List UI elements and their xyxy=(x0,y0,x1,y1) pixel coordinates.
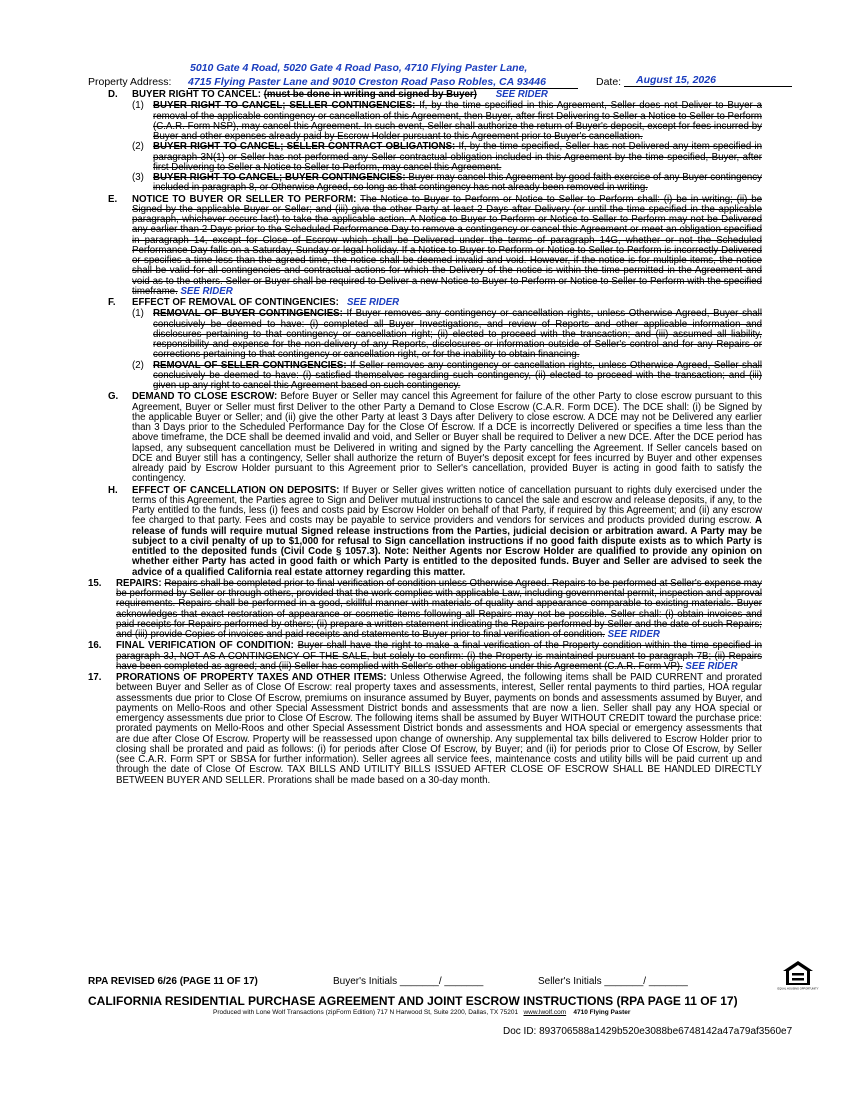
subsection-text: Buyer may cancel this Agreement by good faith exercise of any Buyer contingency included in paragraph 8, or Otherwise Agreed, so long as that contingency has not already been removed in writing. xyxy=(153,172,762,194)
see-rider: SEE RIDER xyxy=(180,285,233,297)
subsection-f2 xyxy=(132,361,762,392)
paragraph-15 xyxy=(88,579,762,641)
date-label: Date: xyxy=(596,76,622,88)
produced-by-text: Produced with Lone Wolf Transactions (zipForm Edition) 717 N Harwood St, Suite 2200, Dallas, TX 75201 xyxy=(213,1009,519,1016)
section-label: D. xyxy=(108,89,118,100)
section-text: If Buyer or Seller gives written notice of cancellation pursuant to rights duly exercised under the terms of this Agreement, the Parties agree to Sign and Deliver mutual instructions to cancel the sale and escrow and release deposits, if any, to the Party entitled to the funds, less (i) fees and costs paid by Escrow Holder on behalf of that Party, if required by this Agreement; and (ii) any escrow fee charged to that party. Fees and costs may be payable to service providers and vendors for services and products provided during escrow. xyxy=(132,484,762,527)
see-rider: SEE RIDER xyxy=(495,89,548,100)
paragraph-title: FINAL VERIFICATION OF CONDITION: xyxy=(116,640,294,652)
subsection-title: BUYER RIGHT TO CANCEL; BUYER CONTINGENCIES: xyxy=(153,172,406,183)
subsection-number: (2) xyxy=(132,359,144,371)
subsection-title: REMOVAL OF BUYER CONTINGENCIES: xyxy=(153,308,343,320)
subsection-d3 xyxy=(132,173,762,194)
see-rider: SEE RIDER xyxy=(346,297,400,308)
section-h xyxy=(88,486,762,578)
section-bold-text: A release of funds will require mutual Signed release instructions from the Parties, judicial decision or arbitration award. A Party may be subject to a civil penalty of up to $1,000 for refusal to Sign cancellation instructions if no good faith dispute exists as to which Party is entitled to the deposited funds (Civil Code § 1057.3). Note: Neither Agents nor Escrow Holder are qualified to provide any opinion on whether either Party has acted in good faith or which Party is entitled to the deposited funds. Buyer and Seller are advised to seek the advice of a qualified California real estate attorney regarding this matter. xyxy=(132,515,762,578)
see-rider: SEE RIDER xyxy=(685,660,738,672)
section-g xyxy=(88,392,762,484)
paragraph-text: Repairs shall be completed prior to final verification of condition unless Otherwise Agreed. Repairs to be performed at Seller's expense may be performed by Seller or through others, provided that the work complies with applicable Law, including governmental permit, inspection and approval requirements. Repairs shall be performed in a good, skillful manner with materials of quality and appearance comparable to existing materials. Buyer acknowledges that exact restoration of appearance or cosmetic items following all Repairs may not be possible. Seller shall: (i) obtain invoices and paid receipts for Repairs performed by others; (ii) prepare a written statement indicating the Repairs performed by Seller and the date of such Repairs; and (iii) provide Copies of invoices and paid receipts and statements to Buyer prior to final verification of condition. xyxy=(116,577,762,640)
subsection-title: BUYER RIGHT TO CANCEL; SELLER CONTRACT OBLIGATIONS: xyxy=(153,141,456,153)
section-text: The Notice to Buyer to Perform or Notice to Seller to Perform shall: (i) be in writing; (ii) be Signed by the applicable Buyer or Seller; and (iii) give the other Party at least 2 Days after Delivery (or until the time specified in the applicable paragraph, whichever occurs last) to take the applicable action. A Notice to Buyer to Perform or Notice to Seller to Perform may not be Delivered any earlier than 2 Days prior to the Scheduled Performance Day to remove a contingency or cancel this Agreement or meet an obligation specified in paragraph 14, except for Close of Escrow which shall be Delivered under the terms of paragraph 14G, whether or not the Scheduled Performance Day falls on a Saturday, Sunday or legal holiday. If a Notice to Buyer to Perform or Notice to Seller to Perform is incorrectly Delivered or specifies a time less than the agreed time, the notice shall be deemed invalid and void. However, if the notice is for multiple items, the notice shall be valid for all contingencies and contractual actions for which the Delivery of the notice is within the time permitted in the Agreement and void as to the others. Seller or Buyer shall be required to Deliver a new Notice to Buyer to Perform or Notice to Seller to Perform with the specified timeframe. xyxy=(132,193,762,297)
section-title: EFFECT OF CANCELLATION ON DEPOSITS: xyxy=(132,484,340,496)
section-d xyxy=(88,90,762,100)
buyers-initials: Buyer's Initials _______/ _______ xyxy=(333,976,484,987)
doc-id: Doc ID: 893706588a1429b520e3088be6748142a47a79af3560e7 xyxy=(503,1026,793,1037)
subsection-number: (2) xyxy=(132,141,144,153)
paragraph-16 xyxy=(88,641,762,672)
address-line-2: 4715 Flying Paster Lane and 9010 Creston Road Paso Robles, CA 93446 xyxy=(188,76,578,89)
revision-label: RPA REVISED 6/26 (PAGE 11 OF 17) xyxy=(88,976,258,987)
subsection-number: (3) xyxy=(132,172,144,183)
form-title: CALIFORNIA RESIDENTIAL PURCHASE AGREEMENT AND JOINT ESCROW INSTRUCTIONS (RPA PAGE 11 OF 17) xyxy=(88,994,738,1008)
section-label: G. xyxy=(108,391,119,403)
section-e xyxy=(88,195,762,298)
document-body xyxy=(88,90,762,787)
date-value: August 15, 2026 xyxy=(624,74,792,87)
subsection-text: If, by the time specified, Seller has not Delivered any item specified in paragraph 3N(1) or Seller has not performed any Seller contractual obligation included in this Agreement by the time specified, Buyer, after first Delivering to Seller a Notice to Seller to Perform, may cancel this Agreement. xyxy=(153,141,762,173)
section-label: F. xyxy=(108,297,116,308)
section-text: Before Buyer or Seller may cancel this Agreement for failure of the other Party to close escrow pursuant to this Agreement, Buyer or Seller must first Deliver to the other Party a Demand to Close Escrow (C.A.R. Form DCE). The DCE shall: (i) be Signed by the applicable Buyer or Seller; and (ii) give the other Party at least 3 Days after Delivery to close escrow. A DCE may not be Delivered any earlier than 3 Days prior to the Scheduled Performance Day for the Close Of Escrow. If a DCE is incorrectly Delivered or specifies a time less than the above timeframe, the DCE shall be deemed invalid and void, and Seller or Buyer shall be required to Deliver a new DCE. After the DCE period has lapsed, any subsequent cancellation must be Delivered in writing and signed by the Party cancelling the Agreement. If Seller cancels based on DCE and Buyer still has a contingency, Seller shall authorize the return of Buyer's deposit except for fees incurred by Buyer and other expenses already paid by Escrow Holder pursuant to this Agreement prior to Seller's cancellation, provided Buyer is acting in good faith to satisfy the contingency. xyxy=(132,391,762,485)
logo-text: EQUAL HOUSING OPPORTUNITY xyxy=(777,987,819,991)
subsection-d1 xyxy=(132,101,762,142)
paragraph-number: 15. xyxy=(88,577,102,589)
file-name: 4710 Flying Paster xyxy=(573,1009,631,1016)
section-title: NOTICE TO BUYER OR SELLER TO PERFORM: xyxy=(132,193,357,205)
subsection-number: (1) xyxy=(132,308,144,320)
subsection-text: If Seller removes any contingency or cancellation rights, unless Otherwise Agreed, Seller shall conclusively be deemed to have: (i) satisfied themselves regarding such contingency, (ii) elected to proceed with the transaction; and (iii) given up any right to cancel this Agreement based on such contingency. xyxy=(153,359,762,391)
sellers-initials: Seller's Initials _______/ _______ xyxy=(538,976,688,987)
section-note: (must be done in writing and signed by Buyer) xyxy=(263,89,477,100)
section-title: DEMAND TO CLOSE ESCROW: xyxy=(132,391,278,403)
produced-by-line xyxy=(213,1009,630,1016)
section-label: E. xyxy=(108,193,118,205)
subsection-number: (1) xyxy=(132,100,144,112)
section-title: BUYER RIGHT TO CANCEL: xyxy=(132,89,261,100)
paragraph-number: 17. xyxy=(88,672,102,683)
section-f xyxy=(88,298,762,308)
subsection-d2 xyxy=(132,142,762,173)
property-address-label: Property Address: xyxy=(88,76,172,88)
address-line-1: 5010 Gate 4 Road, 5020 Gate 4 Road Paso, 4710 Flying Paster Lane, xyxy=(190,62,528,74)
paragraph-title: PRORATIONS OF PROPERTY TAXES AND OTHER ITEMS: xyxy=(116,672,387,683)
subsection-f1 xyxy=(132,309,762,360)
paragraph-17 xyxy=(88,673,762,786)
paragraph-text: Buyer shall have the right to make a final verification of the Property condition within the time specified in paragraph 3J, NOT AS A CONTINGENCY OF THE SALE, but solely to confirm: (i) the Property is maintained pursuant to paragraph 7B; (ii) Repairs have been completed as agreed; and (iii) Seller has complied with Seller's other obligations under this Agreement (C.A.R. Form VP). xyxy=(116,640,762,672)
subsection-title: REMOVAL OF SELLER CONTINGENCIES: xyxy=(153,359,347,371)
subsection-text: If, by the time specified in this Agreement, Seller does not Deliver to Buyer a removal of the applicable contingency or cancellation of this Agreement, then Buyer, after first Delivering to Seller a Notice to Seller to Perform (C.A.R. Form NSP), may cancel this Agreement. In such event, Seller shall authorize the return of Buyer's deposit, except for fees incurred by Buyer and other expenses already paid by Escrow Holder pursuant to this Agreement prior to Buyer's cancellation. xyxy=(153,100,762,142)
section-title: EFFECT OF REMOVAL OF CONTINGENCIES: xyxy=(132,297,339,308)
subsection-text: If Buyer removes any contingency or cancellation rights, unless Otherwise Agreed, Buyer shall conclusively be deemed to have: (i) completed all Buyer Investigations, and review of Reports and other applicable information and disclosures pertaining to that contingency or cancellation right; (ii) elected to proceed with the transaction; and (iii) assumed all liability, responsibility and expense for the non-delivery of any Reports, disclosures or information outside of Seller's control and for any Repairs or corrections pertaining to that contingency or cancellation right, or for the inability to obtain financing. xyxy=(153,308,762,361)
website-link[interactable]: www.lwolf.com xyxy=(523,1009,567,1016)
paragraph-text: Unless Otherwise Agreed, the following items shall be PAID CURRENT and prorated between Buyer and Seller as of Close Of Escrow: real property taxes and assessments, interest, Seller rental payments to third parties, HOA regular assessments due prior to Close Of Escrow, premiums on insurance assumed by Buyer, payments on bonds and assessments assumed by Buyer, and payments on Mello-Roos and other Special Assessment District bonds and assessments that are now a lien. Seller shall pay any HOA special or emergency assessments due prior to Close Of Escrow. The following items shall be assumed by Buyer WITHOUT CREDIT toward the purchase price: prorated payments on Mello-Roos and other Special Assessment District bonds and assessments and HOA special or emergency assessments that are due after Close Of Escrow. Property will be reassessed upon change of ownership. Any supplemental tax bills delivered to Escrow Holder prior to closing shall be prorated and paid as follows: (i) for periods after Close Of Escrow, by Buyer; and (ii) for periods prior to Close Of Escrow, by Seller (see C.A.R. Form SPT or SBSA for further information). Seller agrees all service fees, maintenance costs and utility bills will be paid current up and through the date of Close Of Escrow. TAX BILLS AND UTILITY BILLS ISSUED AFTER CLOSE OF ESCROW SHALL BE HANDLED DIRECTLY BETWEEN BUYER AND SELLER. Prorations shall be made based on a 30-day month. xyxy=(116,672,763,786)
see-rider: SEE RIDER xyxy=(607,629,660,640)
subsection-title: BUYER RIGHT TO CANCEL; SELLER CONTINGENCIES: xyxy=(153,100,416,112)
paragraph-number: 16. xyxy=(88,640,102,652)
section-label: H. xyxy=(108,484,118,496)
equal-housing-opportunity-logo xyxy=(777,958,819,994)
paragraph-title: REPAIRS: xyxy=(116,577,162,589)
